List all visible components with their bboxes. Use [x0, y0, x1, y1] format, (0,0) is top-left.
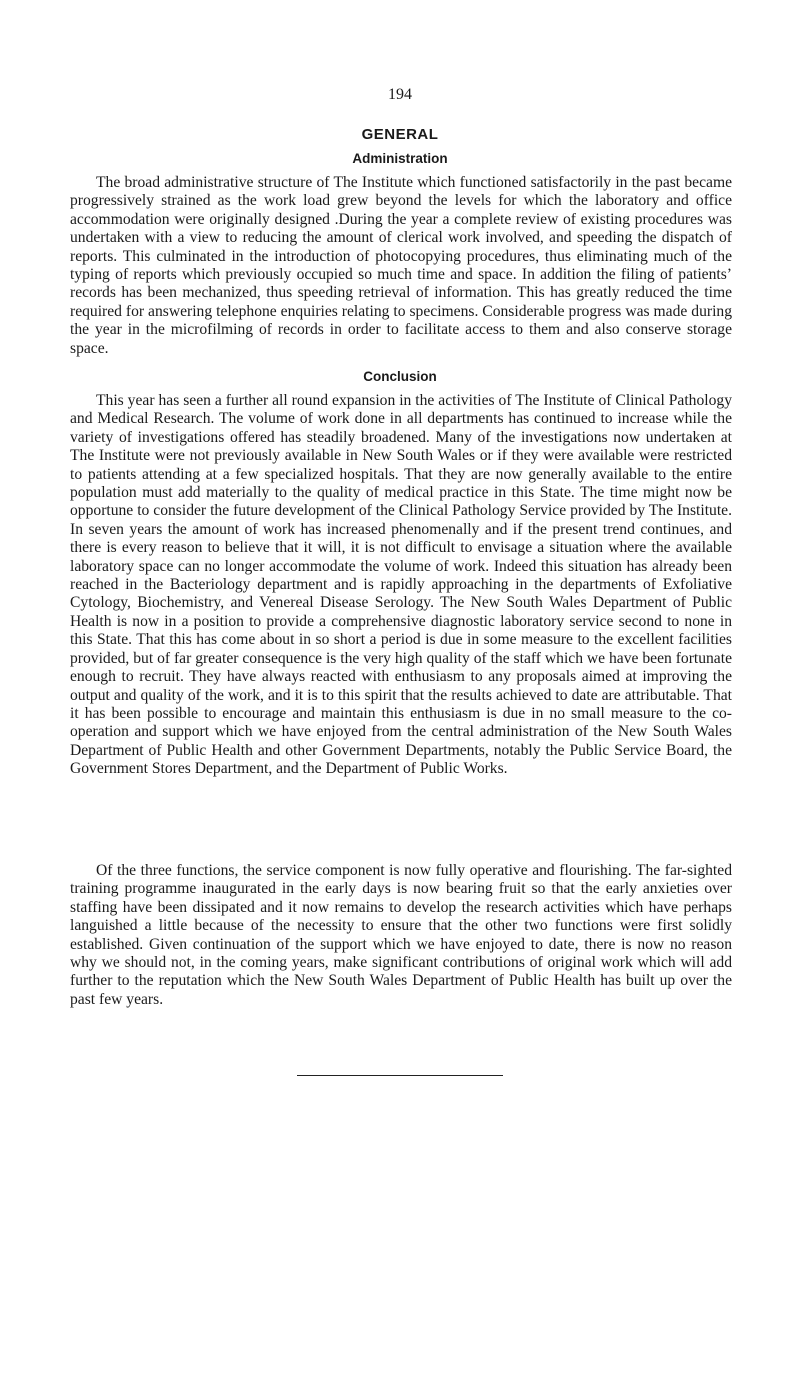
end-rule	[297, 1075, 503, 1076]
page-number: 194	[388, 86, 412, 103]
paragraph-conclusion-2: Of the three functions, the service component is now fully operative and flourishing. The far-sighted training programme inaugurated in the early days is now bearing fruit so that the early anxieties over staffing have been dissipated and it now remains to develop the research activities which have perhaps languished a little because of the necessity to ensure that the other two functions were first solidly established. Given continuation of the support which we have enjoyed to date, there is now no reason why we should not, in the coming years, make significant contributions of original work which will add further to the reputation which the New South Wales Department of Public Health has built up over the past few years.	[70, 862, 732, 1008]
section-title: GENERAL	[361, 126, 439, 143]
subsection-heading-administration: Administration	[352, 151, 448, 166]
paragraph-conclusion-1: This year has seen a further all round expansion in the activities of The Institute of Clinical Pathology and Medical Research. The volume of work done in all departments has continued to increase while the variety of investigations offered has steadily broadened. Many of the investigations now undertaken at The Institute were not previously available in New South Wales or if they were available were restricted to patients attending at a few specialized hospitals. That they are now generally available to the entire population must add materially to the quality of medical practice in this State. The time might now be opportune to consider the future development of the Clinical Pathology Service provided by The Institute. In seven years the amount of work has increased phenomenally and if the present trend continues, and there is every reason to believe that it will, it is not difficult to envisage a situation where the available laboratory space can no longer accommodate the volume of work. Indeed this situation has already been reached in the Bacteriology department and is rapidly approaching in the departments of Exfoliative Cytology, Biochemistry, and Venereal Disease Serology. The New South Wales Department of Public Health is now in a position to provide a comprehensive diagnostic laboratory service second to none in this State. That this has come about in so short a period is due in some measure to the excellent facilities provided, but of far greater consequence is the very high quality of the staff which we have been fortunate enough to recruit. They have always reacted with enthusiasm to any proposals aimed at improving the output and quality of the work, and it is to this spirit that the results achieved to date are attributable. That it has been possible to encourage and maintain this enthusiasm is due in no small measure to the co-operation and support which we have enjoyed from the central administration of the New South Wales Department of Public Health and other Government Departments, notably the Public Service Board, the Government Stores Department, and the Department of Public Works.	[70, 392, 732, 778]
subsection-heading-conclusion: Conclusion	[363, 369, 437, 384]
paragraph-administration: The broad administrative structure of The Institute which functioned satisfactorily in the past became progressively strained as the work load grew beyond the levels for which the laboratory and office accommodation were originally designed .During the year a complete review of existing procedures was undertaken with a view to reducing the amount of clerical work involved, and speeding the dispatch of reports. This culminated in the introduction of photocopying procedures, thus eliminating much of the typing of reports which previously occupied so much time and space. In addition the filing of patients’ records has been mechanized, thus speeding retrieval of information. This has greatly reduced the time required for answering telephone enquiries relating to specimens. Considerable progress was made during the year in the microfilming of records in order to facilitate access to them and also conserve storage space.	[70, 174, 732, 357]
